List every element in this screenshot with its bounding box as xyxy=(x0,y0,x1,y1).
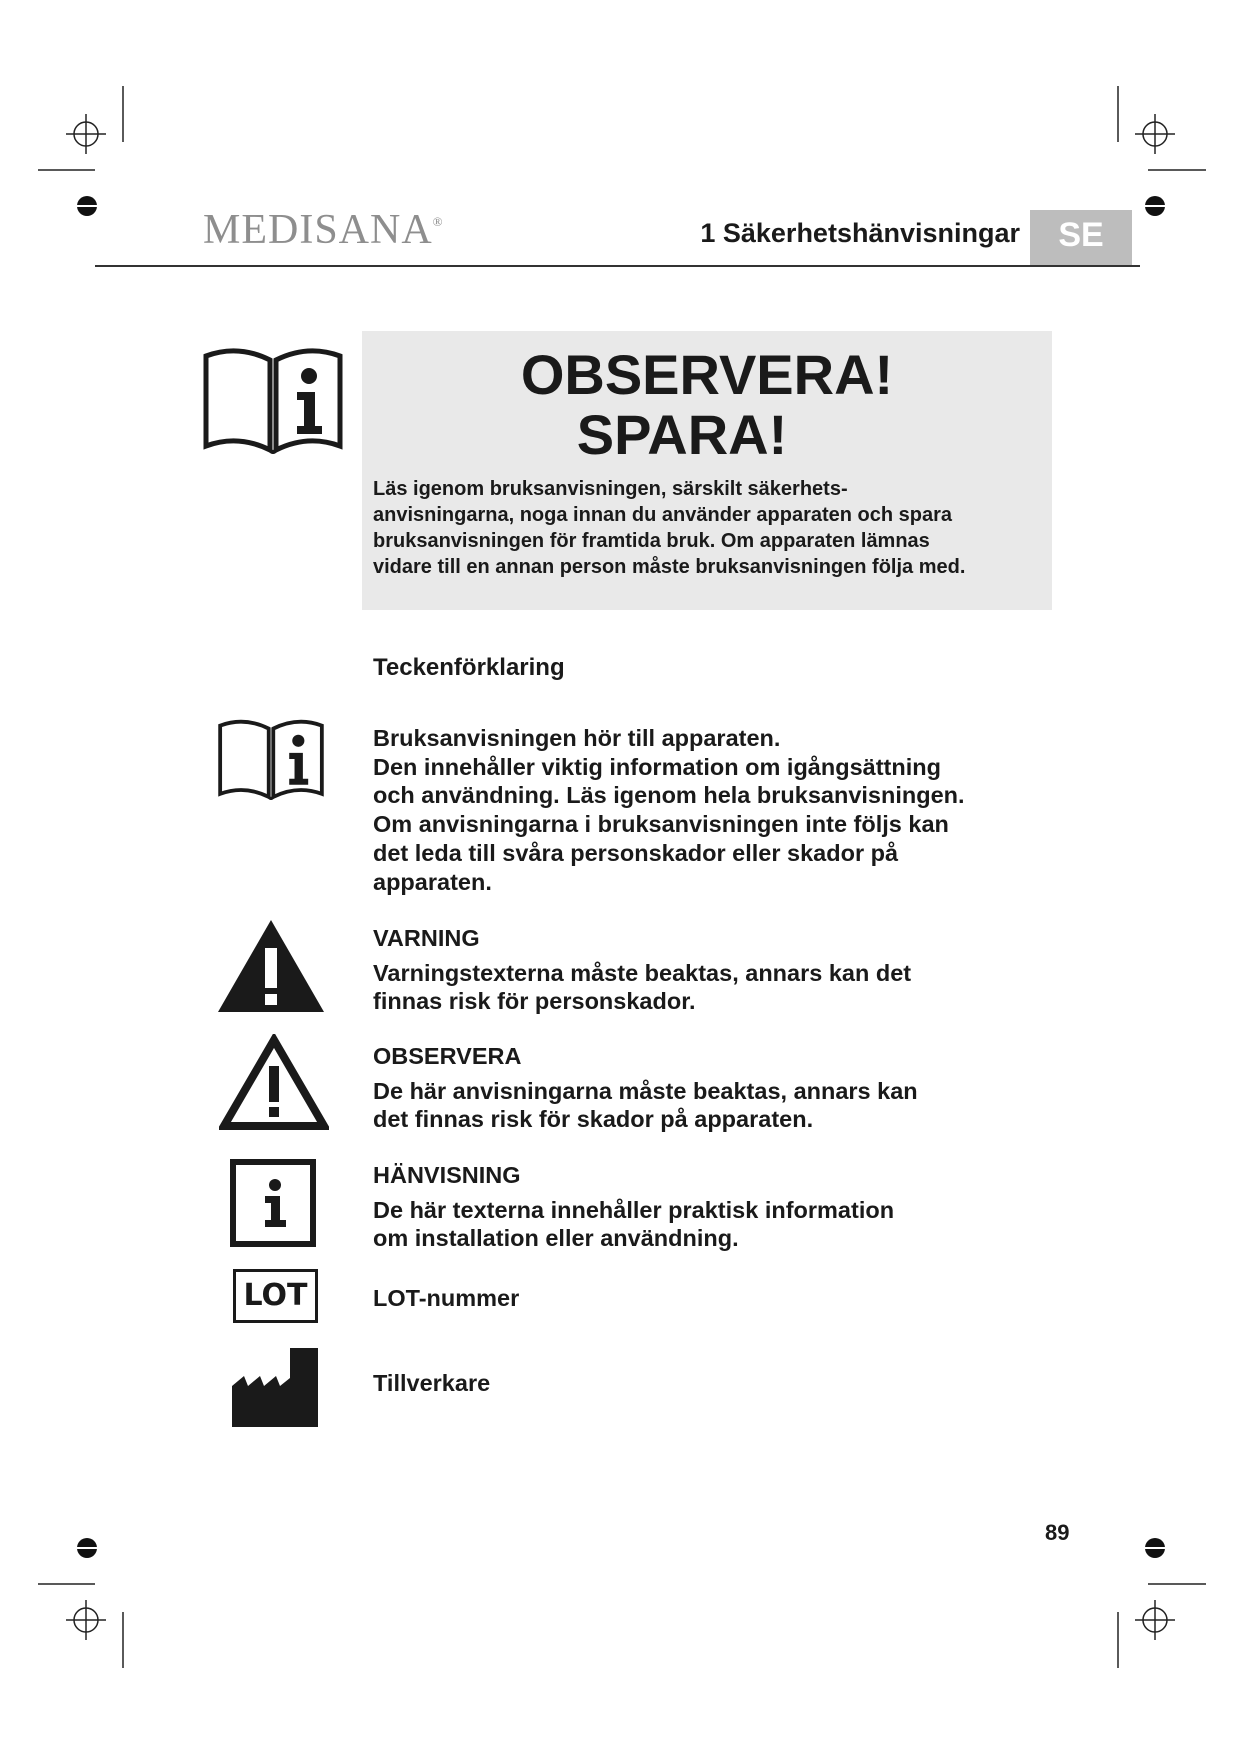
manufacturer-factory-icon xyxy=(232,1348,318,1427)
section-title: 1 Säkerhetshänvisningar xyxy=(700,218,1020,248)
entry-line: De här texterna innehåller praktisk information xyxy=(373,1196,895,1223)
notice-subtitle: SPARA! xyxy=(576,403,788,466)
brand-registered-mark: ® xyxy=(432,214,444,229)
legend-entry-manual xyxy=(373,724,1013,896)
entry-line: apparaten. xyxy=(373,868,492,895)
legend-heading: Teckenförklaring xyxy=(373,654,565,681)
lot-icon-label: LOT xyxy=(243,1278,308,1313)
brand-logo xyxy=(203,206,444,254)
entry-line: Om anvisningarna i bruksanvisningen inte följs kan xyxy=(373,811,949,838)
caution-outline-triangle-icon xyxy=(219,1034,329,1130)
entry-line: Bruksanvisningen hör till apparaten. xyxy=(373,725,781,751)
entry-title: OBSERVERA xyxy=(373,1043,522,1069)
notice-body-line: Läs igenom bruksanvisningen, särskilt säkerhets- xyxy=(373,478,848,500)
entry-title: LOT-nummer xyxy=(373,1285,520,1311)
notice-body xyxy=(373,476,1053,580)
entry-line: det leda till svåra personskador eller skador på xyxy=(373,839,899,866)
entry-line: det finnas risk för skador på apparaten. xyxy=(373,1106,814,1133)
entry-line: finnas risk för personskador. xyxy=(373,988,696,1015)
legend-entry-manufacturer xyxy=(373,1369,1013,1398)
entry-line: Varningstexterna måste beaktas, annars kan det xyxy=(373,959,912,986)
legend-entry-warning xyxy=(373,924,1013,1016)
entry-line: om installation eller användning. xyxy=(373,1225,739,1252)
warning-filled-triangle-icon xyxy=(216,918,326,1014)
legend-entry-lot xyxy=(373,1284,1013,1313)
legend-entry-note xyxy=(373,1161,1013,1253)
legend-entry-caution xyxy=(373,1042,1013,1134)
entry-title: HÄNVISNING xyxy=(373,1162,521,1188)
header-divider xyxy=(95,265,1140,267)
manual-book-info-icon xyxy=(202,346,344,458)
entry-line: Den innehåller viktig information om igångsättning xyxy=(373,753,941,780)
notice-title: OBSERVERA! xyxy=(520,343,894,406)
notice-body-line: anvisningarna, noga innan du använder apparaten och spara xyxy=(373,504,953,526)
language-tab: SE xyxy=(1030,210,1132,267)
page-number: 89 xyxy=(1045,1520,1070,1545)
notice-body-line: bruksanvisningen för framtida bruk. Om apparaten lämnas xyxy=(373,530,930,552)
info-box-icon xyxy=(229,1158,317,1248)
entry-title: Tillverkare xyxy=(373,1370,491,1396)
notice-body-line: vidare till en annan person måste bruksanvisningen följa med. xyxy=(373,556,966,578)
manual-book-info-icon xyxy=(216,718,326,803)
entry-title: VARNING xyxy=(373,925,480,951)
entry-line: och användning. Läs igenom hela bruksanvisningen. xyxy=(373,782,965,809)
brand-name: MEDISANA xyxy=(203,207,433,253)
entry-line: De här anvisningarna måste beaktas, annars kan xyxy=(373,1077,918,1104)
lot-number-icon xyxy=(233,1269,318,1323)
